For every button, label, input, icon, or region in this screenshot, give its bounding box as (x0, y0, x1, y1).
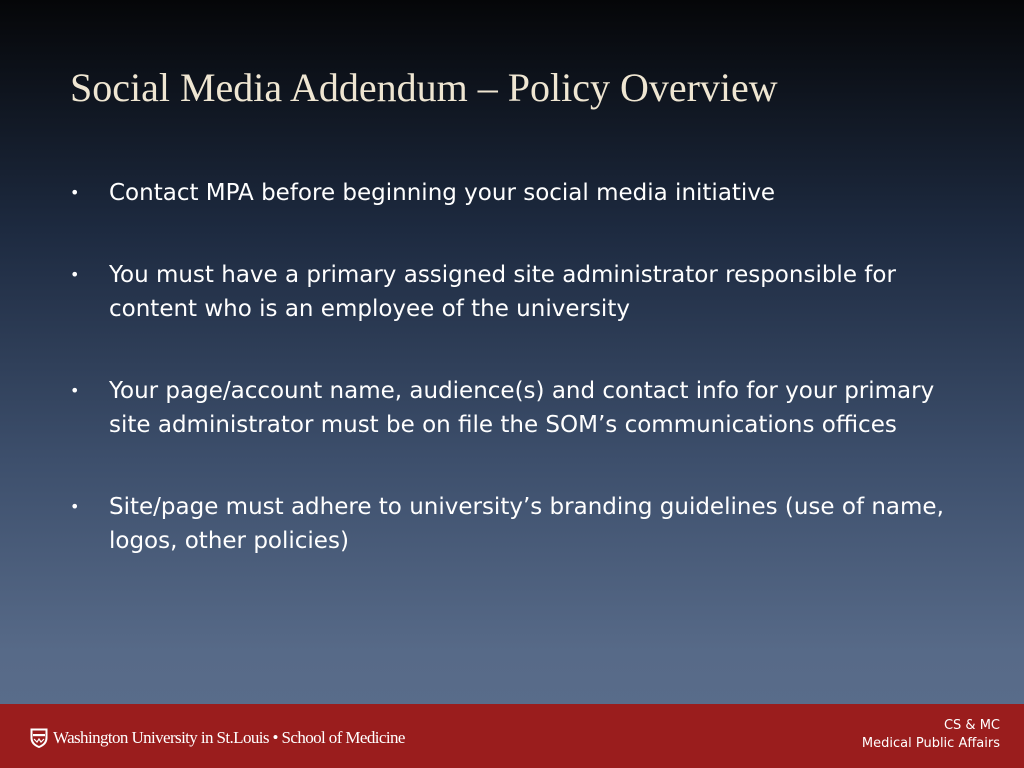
bullet-icon: • (70, 265, 80, 284)
bullet-item (70, 490, 970, 558)
department-line-2: Medical Public Affairs (861, 736, 1000, 751)
bullet-icon: • (70, 497, 80, 516)
footer-bar (0, 704, 1024, 768)
bullet-text: You must have a primary assigned site administrator responsible for content who is an employee of the university (109, 262, 896, 322)
university-logo-text: Washington University in St.Louis • School of Medicine (53, 728, 405, 747)
bullet-text: Your page/account name, audience(s) and contact info for your primary site administrator must be on file the SOM’s communications offices (109, 378, 935, 438)
slide-title: Social Media Addendum – Policy Overview (70, 65, 778, 110)
bullet-item (70, 374, 970, 442)
bullet-text: Contact MPA before beginning your social media initiative (109, 180, 776, 206)
footer-department (862, 717, 1000, 753)
bullet-list (70, 176, 970, 558)
bullet-text: Site/page must adhere to university’s branding guidelines (use of name, logos, other policies) (109, 494, 944, 554)
bullet-item (70, 258, 970, 326)
shield-icon (30, 728, 48, 748)
department-line-1: CS & MC (943, 718, 1000, 733)
bullet-icon: • (70, 183, 80, 202)
university-logo (30, 726, 405, 750)
bullet-item (70, 176, 970, 210)
bullet-icon: • (70, 381, 80, 400)
